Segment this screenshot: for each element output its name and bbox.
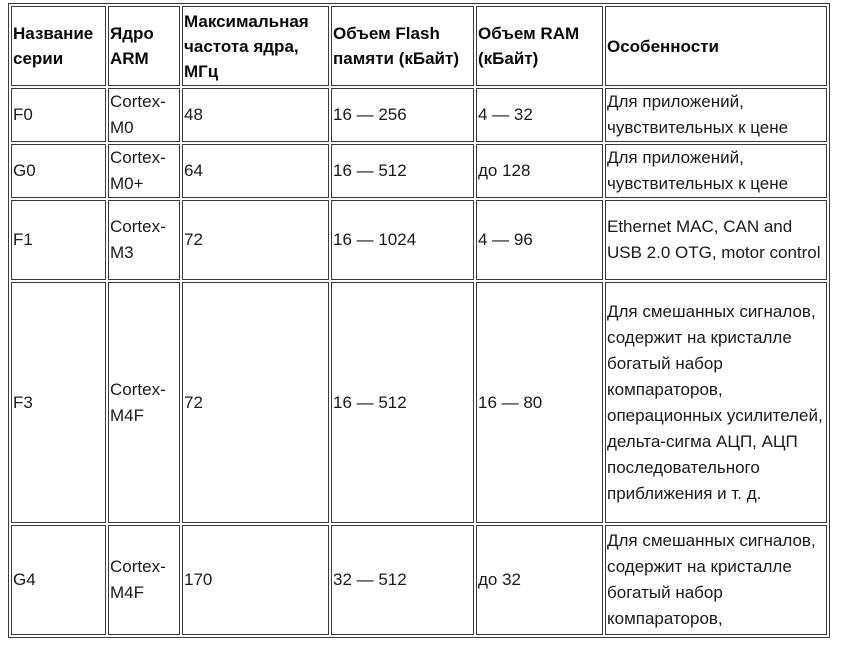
stm32-series-table [8,3,830,638]
header-ram-size: Объем RAM (кБайт) [476,6,603,86]
cell-max-freq: 170 [182,525,329,635]
cell-flash: 16 — 1024 [331,200,474,280]
table-row [11,88,827,142]
cell-features: Для смешанных сигналов, содержит на кристалле богатый набор компараторов, [605,525,827,635]
header-flash-size: Объем Flash памяти (кБайт) [331,6,474,86]
cell-series: F1 [11,200,106,280]
cell-ram: до 32 [476,525,603,635]
cell-max-freq: 72 [182,200,329,280]
cell-core: Cortex-M4F [108,525,180,635]
cell-core: Cortex-M4F [108,282,180,523]
header-features: Особенности [605,6,827,86]
cell-core: Cortex-M0+ [108,144,180,198]
table-row [11,200,827,280]
cell-ram: 4 — 96 [476,200,603,280]
cell-series: F0 [11,88,106,142]
cell-series: G4 [11,525,106,635]
header-arm-core: Ядро ARM [108,6,180,86]
cell-max-freq: 64 [182,144,329,198]
cell-features: Для приложений, чувствительных к цене [605,88,827,142]
cell-max-freq: 72 [182,282,329,523]
stm32-series-table-container [8,3,830,638]
cell-series: G0 [11,144,106,198]
table-row [11,525,827,635]
cell-features: Для приложений, чувствительных к цене [605,144,827,198]
cell-flash: 16 — 512 [331,282,474,523]
table-row [11,282,827,523]
cell-flash: 16 — 256 [331,88,474,142]
cell-flash: 16 — 512 [331,144,474,198]
cell-features: Для смешанных сигналов, содержит на кристалле богатый набор компараторов, операционных усилителей, дельта-сигма АЦП, АЦП последовательного приближения и т. д. [605,282,827,523]
header-series-name: Название серии [11,6,106,86]
table-row [11,144,827,198]
cell-core: Cortex-M3 [108,200,180,280]
cell-max-freq: 48 [182,88,329,142]
cell-ram: 4 — 32 [476,88,603,142]
cell-flash: 32 — 512 [331,525,474,635]
cell-core: Cortex-M0 [108,88,180,142]
header-max-frequency: Максимальная частота ядра, МГц [182,6,329,86]
cell-features: Ethernet MAC, CAN and USB 2.0 OTG, motor control [605,200,827,280]
table-header-row [11,6,827,86]
cell-ram: до 128 [476,144,603,198]
cell-ram: 16 — 80 [476,282,603,523]
cell-series: F3 [11,282,106,523]
